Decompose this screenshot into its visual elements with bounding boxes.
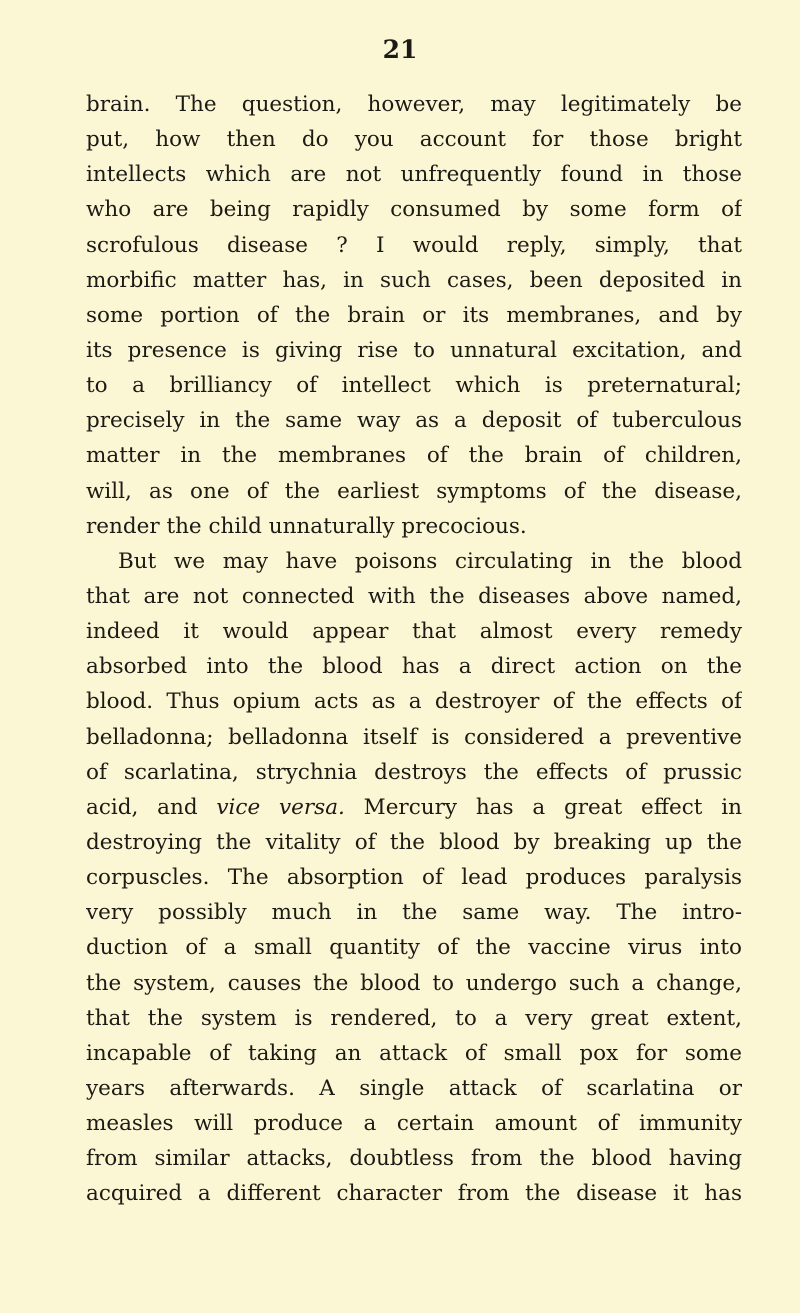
text-segment: Mercury has a great effect in <box>344 794 742 820</box>
text-line: scrofulous disease ? I would reply, simply, that <box>86 232 742 258</box>
text-line-with-italic <box>86 790 742 825</box>
italic-phrase: vice versa. <box>216 794 345 820</box>
text-line: very possibly much in the same way. The intro- <box>86 900 742 926</box>
text-line: from similar attacks, doubtless from the blood having <box>86 1146 742 1172</box>
paragraph-start-line: But we may have poisons circulating in the blood <box>118 548 742 574</box>
page-number: 21 <box>382 35 418 64</box>
text-line: indeed it would appear that almost every remedy <box>86 619 742 645</box>
text-line: blood. Thus opium acts as a destroyer of the effects of <box>86 689 742 715</box>
text-line: precisely in the same way as a deposit of tuberculous <box>86 408 742 434</box>
text-line: morbific matter has, in such cases, been deposited in <box>86 267 742 293</box>
text-line: that are not connected with the diseases above named, <box>86 583 742 609</box>
text-line: of scarlatina, strychnia destroys the effects of prussic <box>86 759 742 785</box>
text-line: intellects which are not unfrequently found in those <box>86 162 742 188</box>
text-line: belladonna; belladonna itself is considered a preventive <box>86 724 742 750</box>
paragraph-end-line: render the child unnaturally precocious. <box>86 513 527 539</box>
text-line: matter in the membranes of the brain of children, <box>86 443 742 469</box>
text-line: incapable of taking an attack of small pox for some <box>86 1040 742 1066</box>
text-line: destroying the vitality of the blood by breaking up the <box>86 829 742 855</box>
text-line: measles will produce a certain amount of immunity <box>86 1111 742 1137</box>
text-line: who are being rapidly consumed by some form of <box>86 197 742 223</box>
text-line: duction of a small quantity of the vaccine virus into <box>86 935 742 961</box>
text-line: corpuscles. The absorption of lead produces paralysis <box>86 865 742 891</box>
text-line: that the system is rendered, to a very great extent, <box>86 1005 742 1031</box>
text-line: its presence is giving rise to unnatural excitation, and <box>86 337 742 363</box>
text-line: years afterwards. A single attack of scarlatina or <box>86 1075 742 1101</box>
text-line: absorbed into the blood has a direct action on the <box>86 654 742 680</box>
text-line: put, how then do you account for those bright <box>86 127 742 153</box>
text-line: will, as one of the earliest symptoms of the disease, <box>86 478 742 504</box>
text-line: some portion of the brain or its membranes, and by <box>86 302 742 328</box>
text-line: the system, causes the blood to undergo such a change, <box>86 970 742 996</box>
body-text <box>86 87 742 1212</box>
text-line: brain. The question, however, may legitimately be <box>86 92 742 117</box>
text-line: acquired a different character from the disease it has <box>86 1181 742 1207</box>
text-line: to a brilliancy of intellect which is preternatural; <box>86 373 742 399</box>
text-segment: acid, and <box>86 794 217 820</box>
